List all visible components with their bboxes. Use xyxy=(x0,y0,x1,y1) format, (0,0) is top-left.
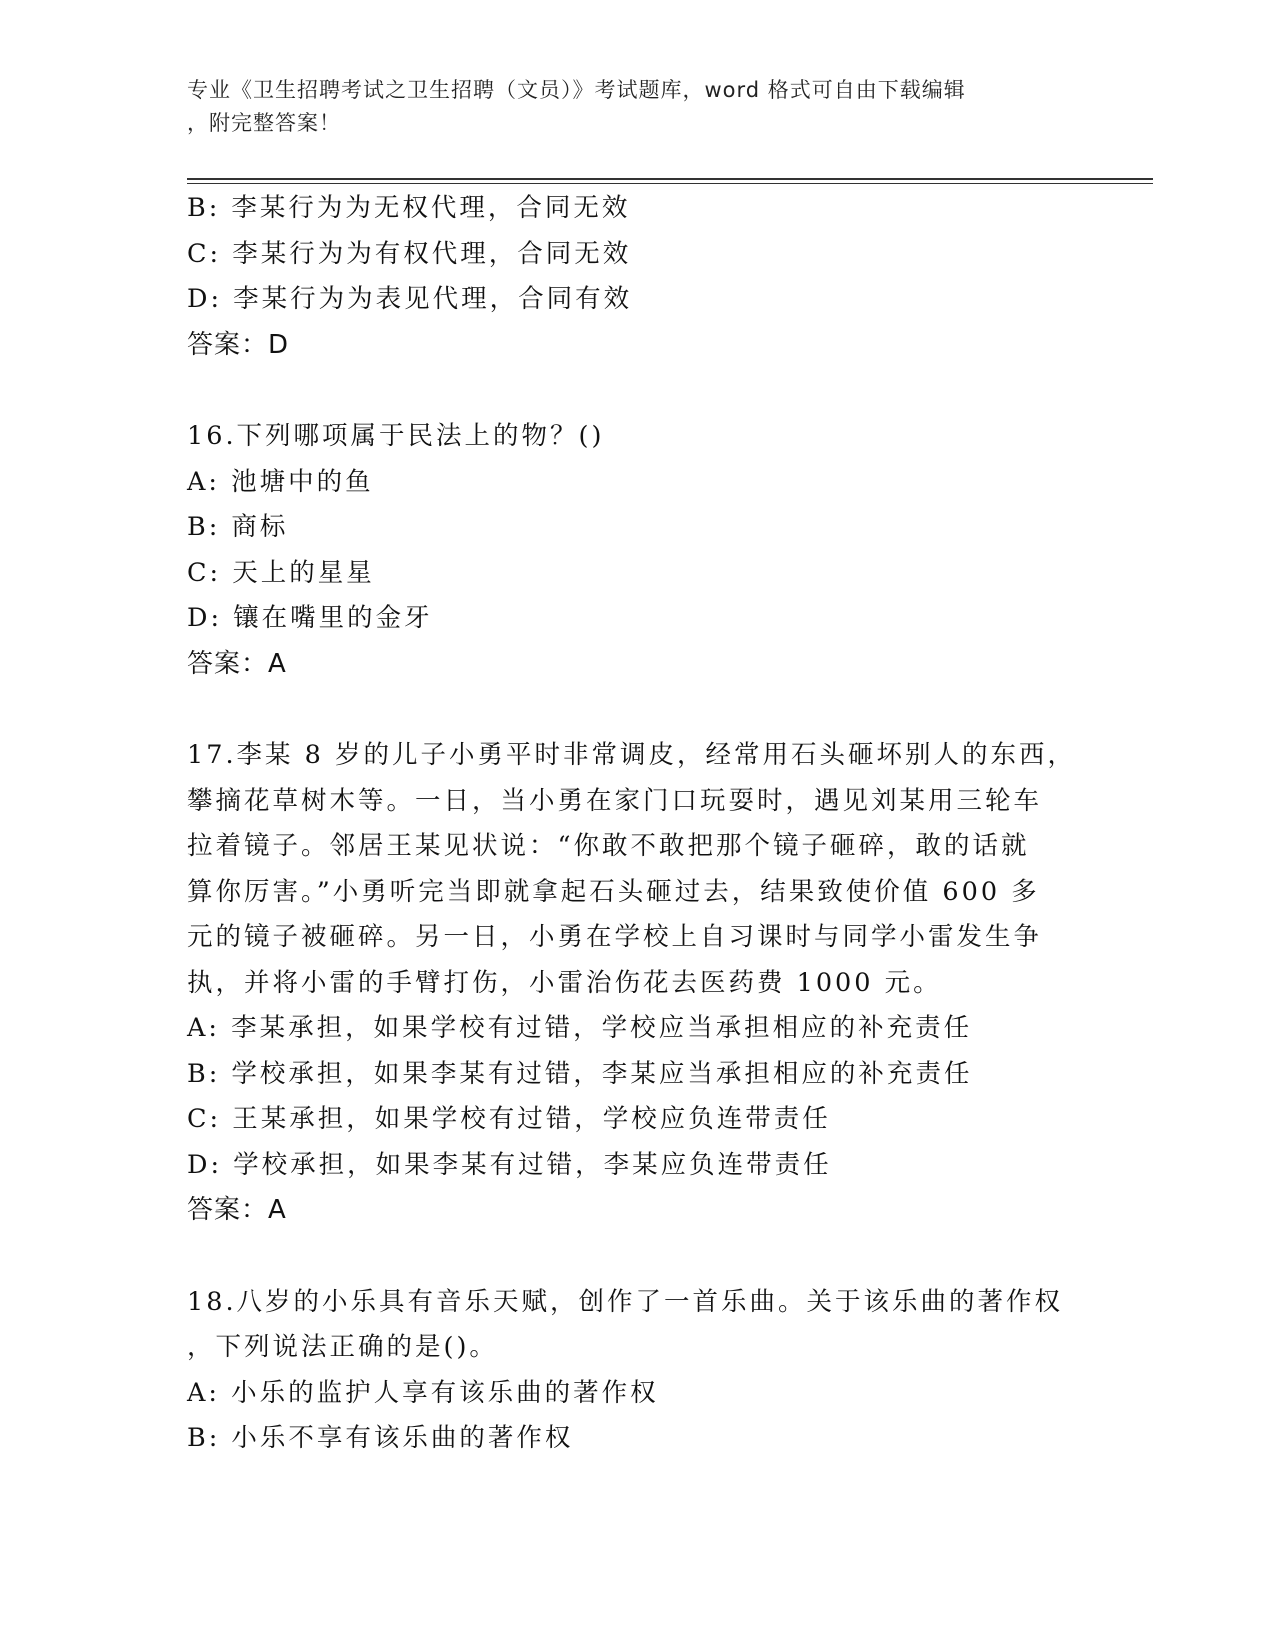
header-line-2: ，附完整答案！ xyxy=(187,111,341,135)
q16-option-b: B: 商标 xyxy=(187,512,289,542)
q15-option-c: C: 李某行为为有权代理，合同无效 xyxy=(187,238,632,269)
q18-option-a: A: 小乐的监护人享有该乐曲的著作权 xyxy=(187,1377,659,1408)
q16-option-c: C: 天上的星星 xyxy=(187,557,375,588)
q16-option-a: A: 池塘中的鱼 xyxy=(187,466,374,497)
document-header xyxy=(187,74,1077,140)
q17-stem-line: 攀摘花草树木等。一日，当小勇在家门口玩耍时，遇见刘某用三轮车 xyxy=(187,785,1043,816)
q15-option-b: B: 李某行为为无权代理，合同无效 xyxy=(187,193,631,223)
q17-stem-line: 17.李某 8 岁的儿子小勇平时非常调皮，经常用石头砸坏别人的东西， xyxy=(187,740,1076,770)
header-line-1: 专业《卫生招聘考试之卫生招聘（文员）》考试题库，word 格式可自由下载编辑 xyxy=(187,78,966,102)
q18-stem-line: 18.八岁的小乐具有音乐天赋，创作了一首乐曲。关于该乐曲的著作权 xyxy=(187,1286,1064,1317)
q17-stem xyxy=(187,733,1077,1006)
q16-answer: 答案：A xyxy=(187,648,287,679)
q17-option-c: C: 王某承担，如果学校有过错，学校应负连带责任 xyxy=(187,1104,831,1134)
q16-option-d: D: 镶在嘴里的金牙 xyxy=(187,603,433,633)
header-divider-thin xyxy=(187,183,1153,184)
q17-stem-line: 执，并将小雷的手臂打伤，小雷治伤花去医药费 1000 元。 xyxy=(187,967,942,998)
q15-answer: 答案：D xyxy=(187,329,290,360)
q16-stem: 16.下列哪项属于民法上的物？() xyxy=(187,421,605,451)
q18-option-b: B: 小乐不享有该乐曲的著作权 xyxy=(187,1423,574,1453)
question-list xyxy=(187,186,1077,1462)
q17-stem-line: 算你厉害。”小勇听完当即就拿起石头砸过去，结果致使价值 600 多 xyxy=(187,876,1040,907)
q18-stem-line: ，下列说法正确的是()。 xyxy=(187,1332,498,1362)
spacer xyxy=(187,368,1077,414)
q17-option-b: B: 学校承担，如果李某有过错，李某应当承担相应的补充责任 xyxy=(187,1058,973,1089)
q17-stem-line: 元的镜子被砸碎。另一日，小勇在学校上自习课时与同学小雷发生争 xyxy=(187,922,1043,952)
spacer xyxy=(187,1234,1077,1280)
header-divider-thick xyxy=(187,178,1153,180)
q17-option-d: D: 学校承担，如果李某有过错，李某应负连带责任 xyxy=(187,1149,832,1180)
q15-option-d: D: 李某行为为表见代理，合同有效 xyxy=(187,284,633,314)
q17-answer: 答案：A xyxy=(187,1195,287,1225)
q17-stem-line: 拉着镜子。邻居王某见状说：“你敢不敢把那个镜子砸碎，敢的话就 xyxy=(187,831,1030,861)
q17-option-a: A: 李某承担，如果学校有过错，学校应当承担相应的补充责任 xyxy=(187,1013,973,1043)
spacer xyxy=(187,687,1077,733)
